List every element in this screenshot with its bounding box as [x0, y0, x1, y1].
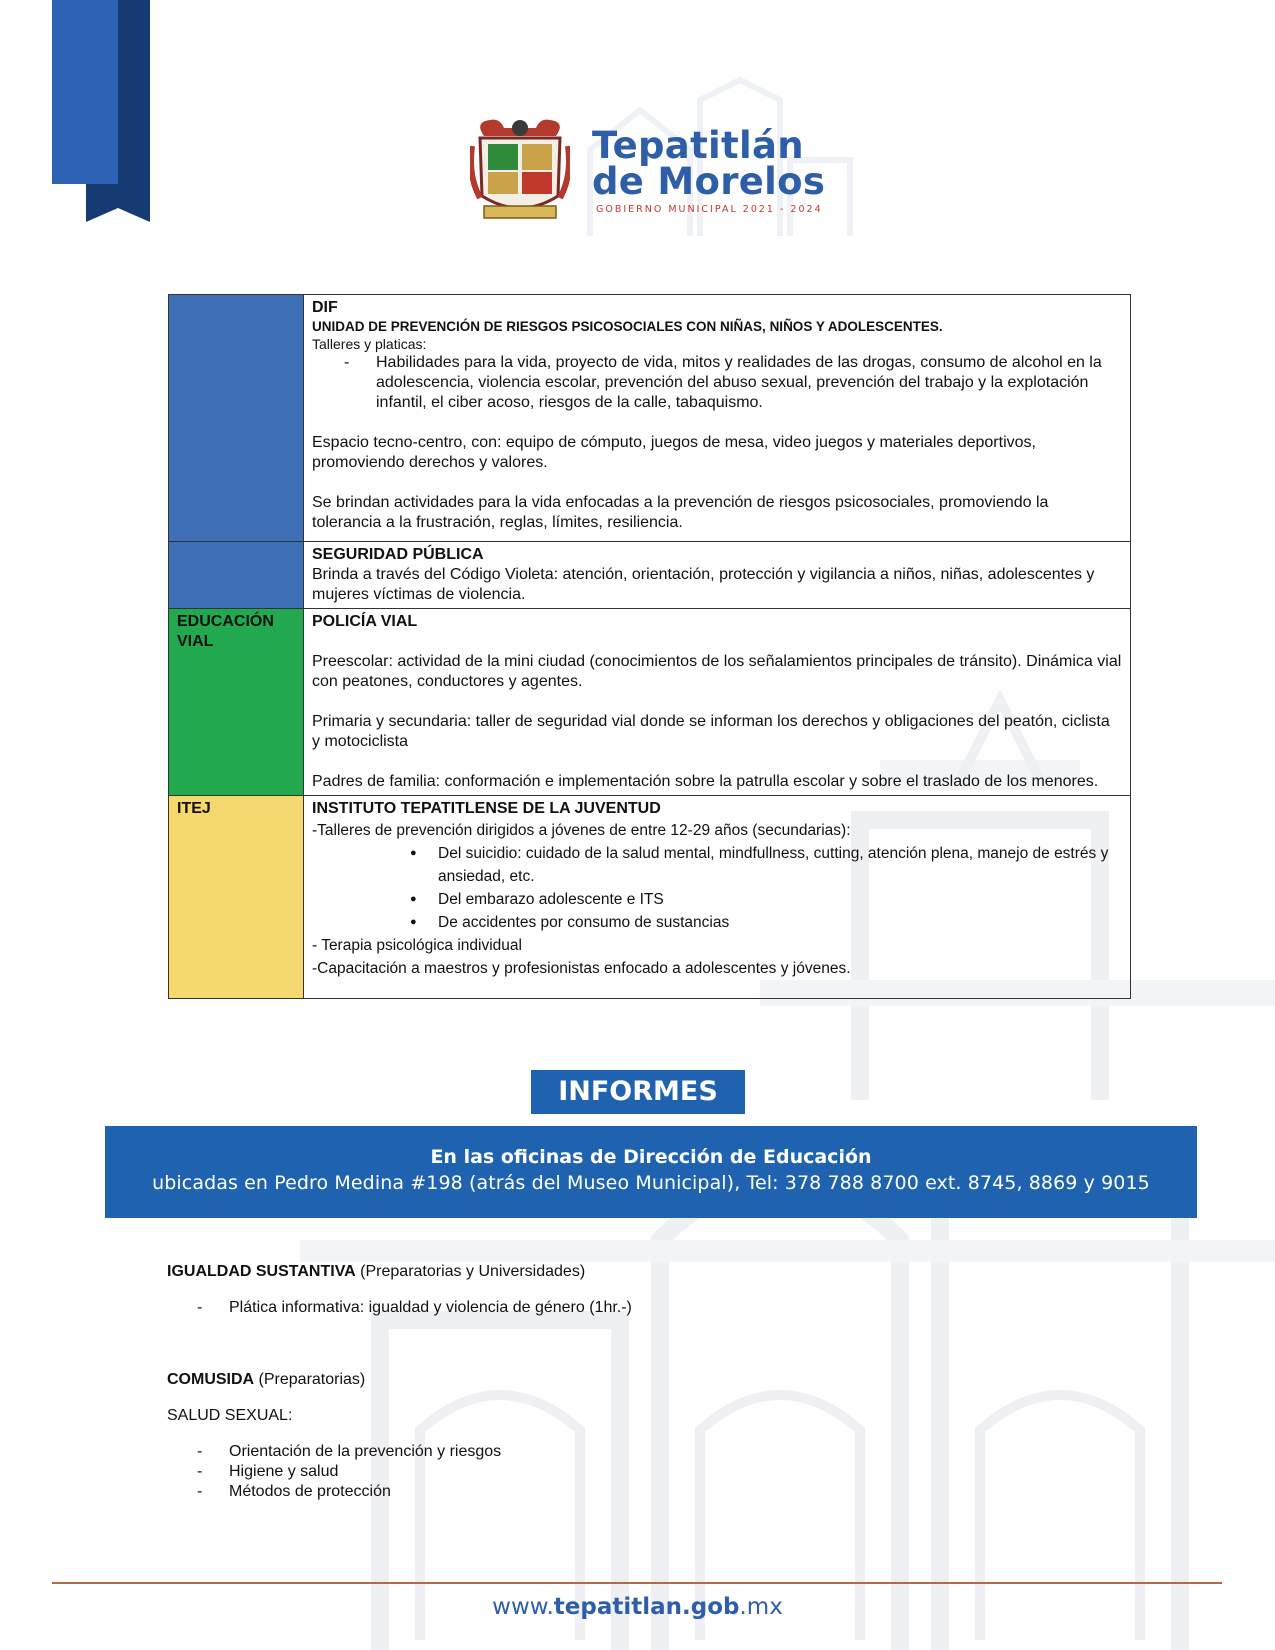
url-domain: tepatitlan.gob [553, 1594, 740, 1620]
list-item: - Orientación de la prevención y riesgos [197, 1442, 501, 1462]
dif-unit: UNIDAD DE PREVENCIÓN DE RIESGOS PSICOSOCIALES CON NIÑAS, NIÑOS Y ADOLESCENTES. [312, 319, 943, 334]
url-prefix: www. [492, 1594, 554, 1620]
table-row [169, 542, 1131, 609]
igualdad-title: IGUALDAD SUSTANTIVA [167, 1263, 356, 1280]
vial-primaria: Primaria y secundaria: taller de seguridad vial donde se informan los derechos y obligaciones del peatón, ciclista y motociclista [312, 713, 1110, 750]
list-item: - Plática informativa: igualdad y violencia de género (1hr.-) [197, 1298, 632, 1318]
dif-actividades: Se brindan actividades para la vida enfocadas a la prevención de riesgos psicosociales, promoviendo la tolerancia a la frustración, reglas, límites, resiliencia. [312, 494, 1049, 531]
list-item: - Habilidades para la vida, proyecto de vida, mitos y realidades de las drogas, consumo de alcohol en la adolescencia, violencia escolar, prevención del abuso sexual, prevención del trabajo y la explotación infantil, el ciber acoso, riesgos de la calle, tabaquismo. [344, 353, 1122, 413]
comusida-title: COMUSIDA [167, 1371, 255, 1388]
seguridad-title: SEGURIDAD PÚBLICA [312, 546, 484, 563]
table-row [169, 609, 1131, 796]
list-item: ● Del suicidio: cuidado de la salud mental, mindfullness, cutting, atención plena, manejo de estrés y ansiedad, etc. [410, 842, 1122, 888]
coat-of-arms-icon [470, 116, 570, 228]
footer-website-link[interactable] [0, 1594, 1275, 1620]
igualdad-section [167, 1262, 632, 1318]
informes-badge: INFORMES [531, 1070, 745, 1114]
dif-cell [304, 295, 1131, 542]
list-item: ● De accidentes por consumo de sustancias [410, 911, 1122, 934]
igualdad-subtitle: (Preparatorias y Universidades) [355, 1263, 586, 1280]
salud-sexual-label: SALUD SEXUAL: [167, 1407, 293, 1424]
dif-talleres-label: Talleres y platicas: [312, 336, 427, 352]
dif-talleres-list [312, 353, 1122, 413]
list-item: ● Del embarazo adolescente e ITS [410, 888, 1122, 911]
informes-banner [105, 1126, 1197, 1218]
seguridad-text: Brinda a través del Código Violeta: atención, orientación, protección y vigilancia a niños, niñas, adolescentes y mujeres víctimas de violencia. [312, 566, 1095, 603]
comusida-subtitle: (Preparatorias) [254, 1371, 366, 1388]
category-label: ITEJ [177, 800, 211, 817]
brand-subtitle: GOBIERNO MUNICIPAL 2021 - 2024 [596, 204, 823, 215]
itej-cell [304, 796, 1131, 999]
table-row [169, 295, 1131, 542]
ribbon-bookmark [52, 0, 150, 224]
comusida-section [167, 1370, 501, 1502]
category-cell-itej [169, 796, 304, 999]
brand-title-line1: Tepatitlán [592, 124, 804, 167]
category-cell-educacion-vial [169, 609, 304, 796]
list-item: - Métodos de protección [197, 1482, 501, 1502]
brand-title-line2: de Morelos [592, 160, 826, 203]
itej-intro: -Talleres de prevención dirigidos a jóvenes de entre 12-29 años (secundarias): [312, 822, 851, 839]
footer-divider [52, 1582, 1222, 1584]
category-cell-blue [169, 295, 304, 542]
informes-office: En las oficinas de Dirección de Educación [430, 1146, 872, 1168]
itej-capacitacion: -Capacitación a maestros y profesionistas enfocado a adolescentes y jóvenes. [312, 960, 851, 977]
program-table [168, 294, 1131, 999]
comusida-list [167, 1442, 501, 1502]
itej-bullets [312, 842, 1122, 934]
vial-preescolar: Preescolar: actividad de la mini ciudad (conocimientos de los señalamientos principales de tránsito). Dinámica vial con peatones, conductores y agentes. [312, 653, 1122, 690]
category-label: EDUCACIÓN VIAL [177, 613, 274, 650]
dif-title: DIF [312, 299, 338, 316]
seguridad-cell [304, 542, 1131, 609]
itej-title: INSTITUTO TEPATITLENSE DE LA JUVENTUD [312, 800, 661, 817]
dif-espacio: Espacio tecno-centro, con: equipo de cómputo, juegos de mesa, video juegos y materiales deportivos, promoviendo derechos y valores. [312, 434, 1036, 471]
vial-padres: Padres de familia: conformación e implementación sobre la patrulla escolar y sobre el traslado de los menores. [312, 773, 1099, 790]
url-suffix: .mx [739, 1594, 783, 1620]
vial-cell [304, 609, 1131, 796]
itej-terapia: - Terapia psicológica individual [312, 937, 522, 954]
vial-title: POLICÍA VIAL [312, 613, 418, 630]
list-item: - Higiene y salud [197, 1462, 501, 1482]
igualdad-list [167, 1298, 632, 1318]
table-row [169, 796, 1131, 999]
informes-address: ubicadas en Pedro Medina #198 (atrás del Museo Municipal), Tel: 378 788 8700 ext. 8745, 8869 y 9015 [152, 1172, 1150, 1194]
municipal-logo [470, 116, 850, 236]
category-cell-blue [169, 542, 304, 609]
